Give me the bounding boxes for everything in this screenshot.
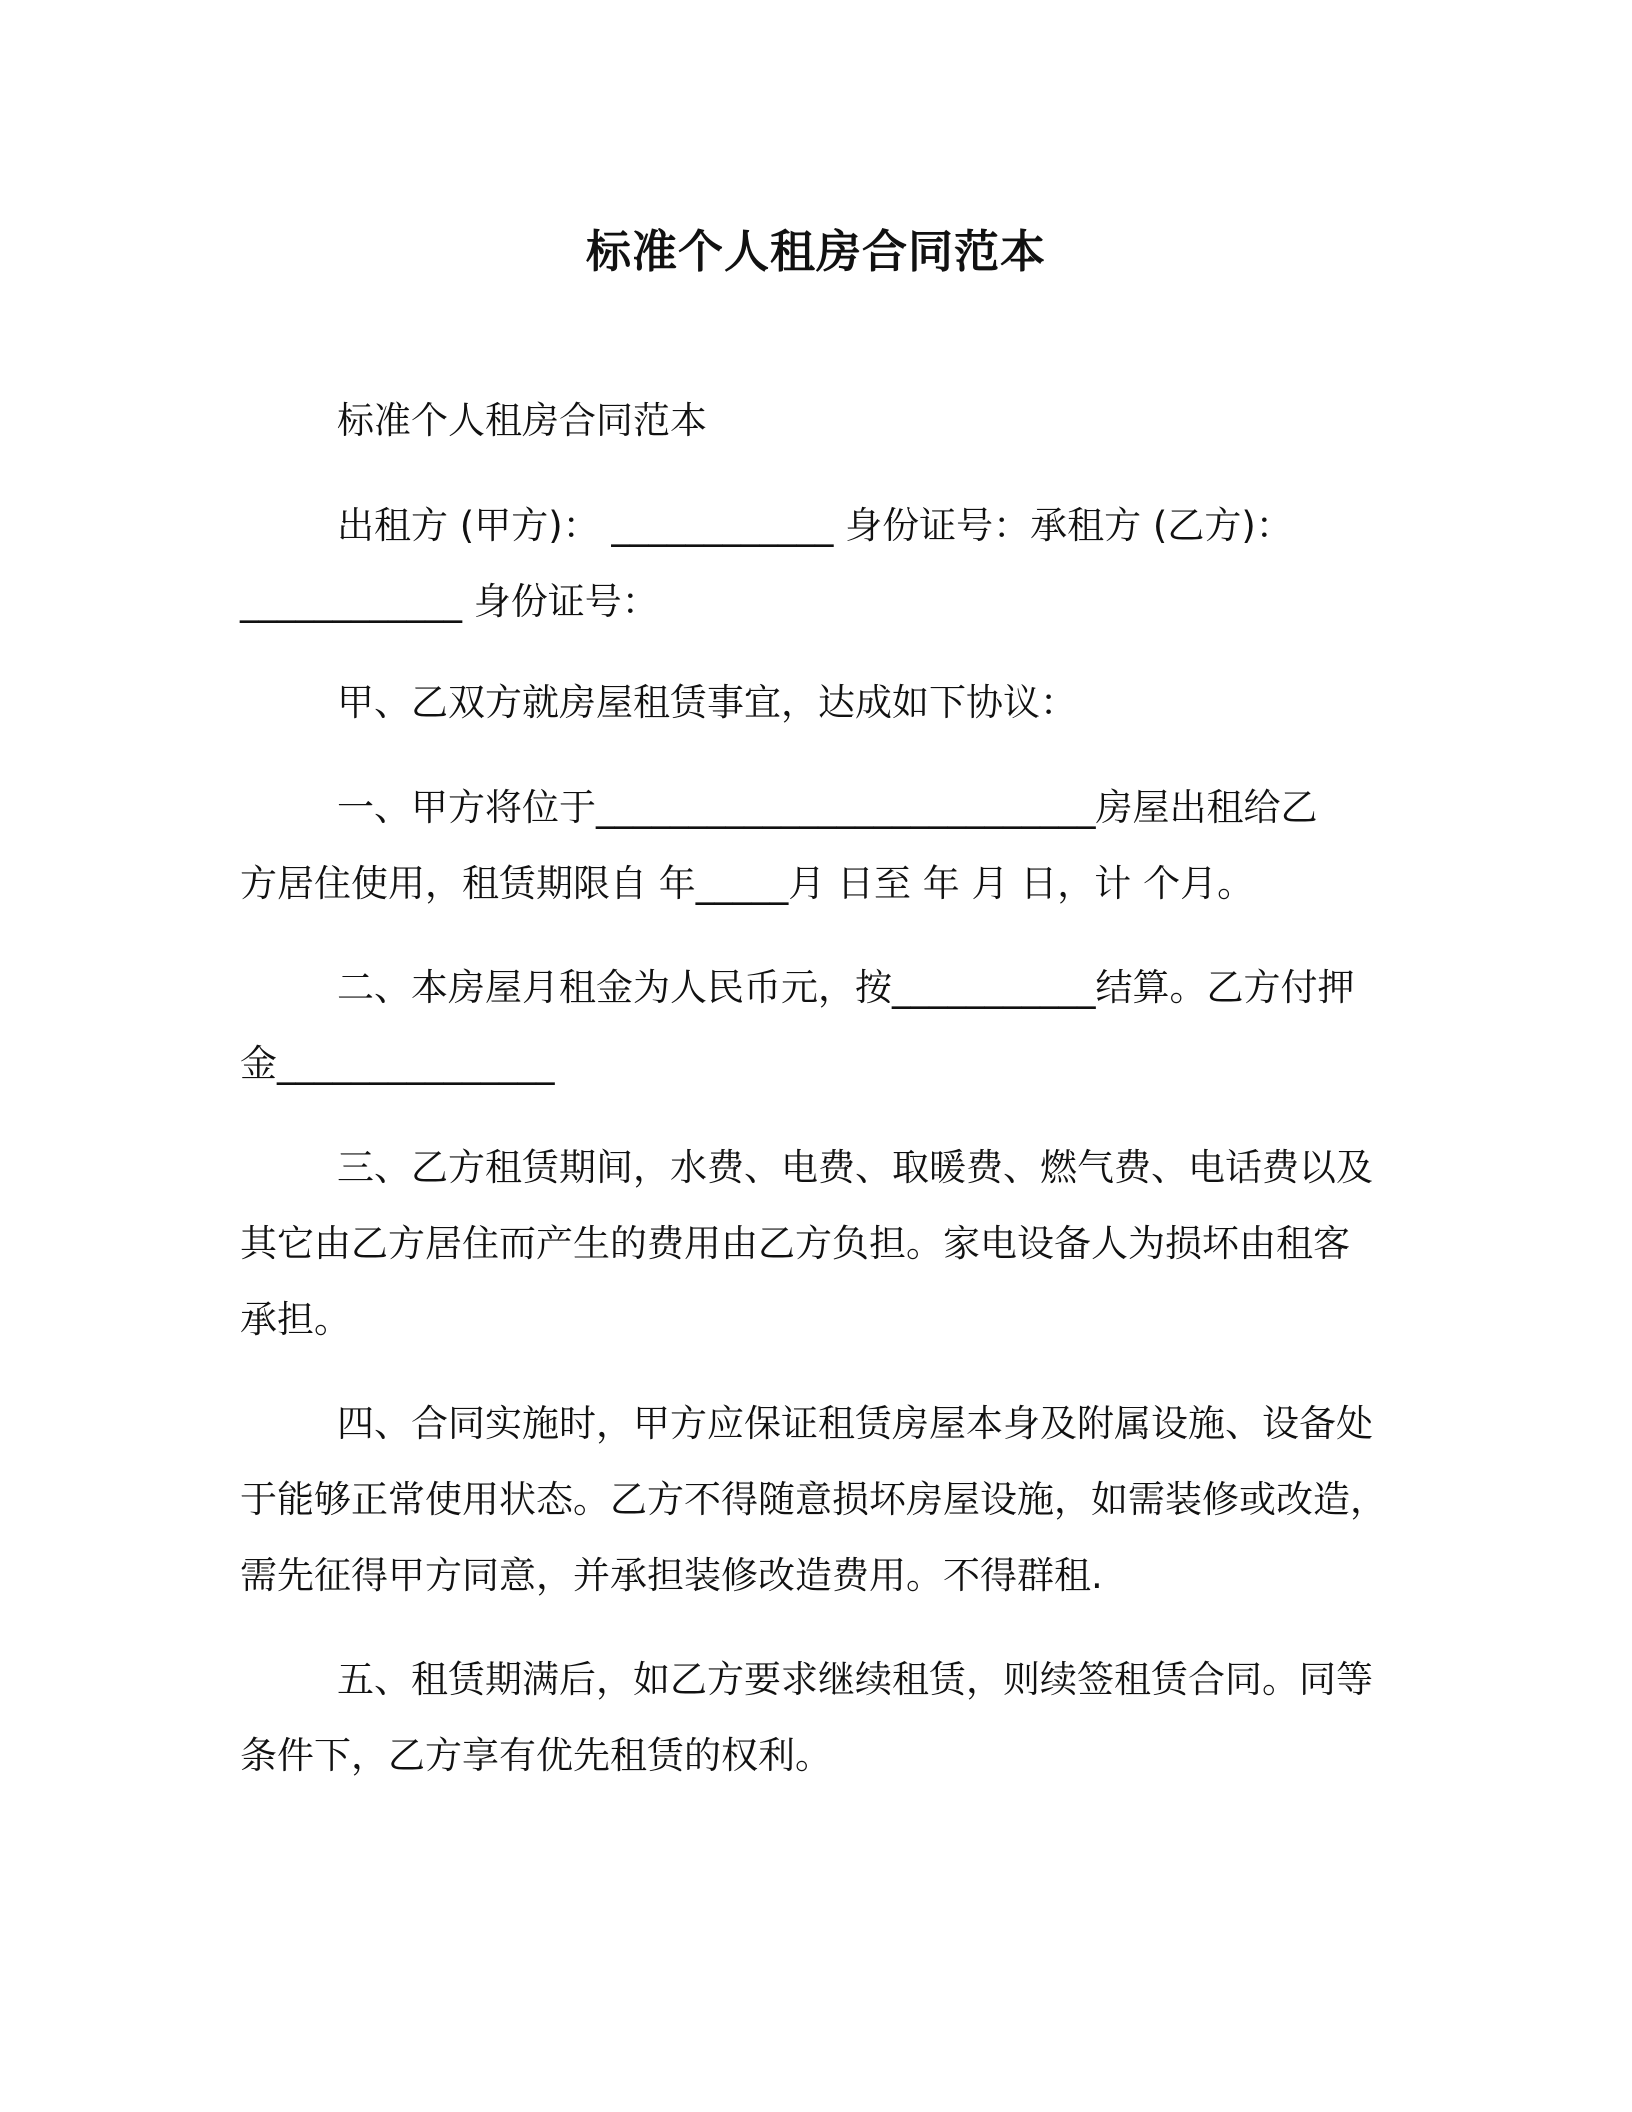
clause-2-line-1: 二、本房屋月租金为人民币元，按___________结算。乙方付押 xyxy=(337,966,1355,1009)
clause-1-line-1: 一、甲方将位于___________________________房屋出租给乙 xyxy=(337,786,1318,829)
parties-line-1: 出租方 (甲方)： ____________ 身份证号：承租方 (乙方)： xyxy=(337,504,1293,547)
clause-3-line-2: 其它由乙方居住而产生的费用由乙方负担。家电设备人为损坏由租客 xyxy=(240,1222,1350,1265)
clause-3-line-1: 三、乙方租赁期间，水费、电费、取暖费、燃气费、电话费以及 xyxy=(337,1146,1373,1189)
clause-4-line-1: 四、合同实施时，甲方应保证租赁房屋本身及附属设施、设备处 xyxy=(337,1402,1373,1445)
clause-1-line-2: 方居住使用，租赁期限自 年_____月 日至 年 月 日，计 个月。 xyxy=(240,862,1255,905)
document-title: 标准个人租房合同范本 xyxy=(585,225,1046,278)
subtitle: 标准个人租房合同范本 xyxy=(337,399,707,442)
parties-line-2: ____________ 身份证号： xyxy=(240,580,659,623)
intro-paragraph: 甲、乙双方就房屋租赁事宜，达成如下协议： xyxy=(337,681,1077,724)
clause-5-line-1: 五、租赁期满后，如乙方要求继续租赁，则续签租赁合同。同等 xyxy=(337,1658,1373,1701)
clause-4-line-3: 需先征得甲方同意，并承担装修改造费用。不得群租. xyxy=(240,1554,1103,1597)
clause-5-line-2: 条件下，乙方享有优先租赁的权利。 xyxy=(240,1734,832,1777)
clause-2-line-2: 金_______________ xyxy=(240,1042,555,1085)
clause-4-line-2: 于能够正常使用状态。乙方不得随意损坏房屋设施，如需装修或改造， xyxy=(240,1478,1387,1521)
clause-3-line-3: 承担。 xyxy=(240,1298,351,1341)
